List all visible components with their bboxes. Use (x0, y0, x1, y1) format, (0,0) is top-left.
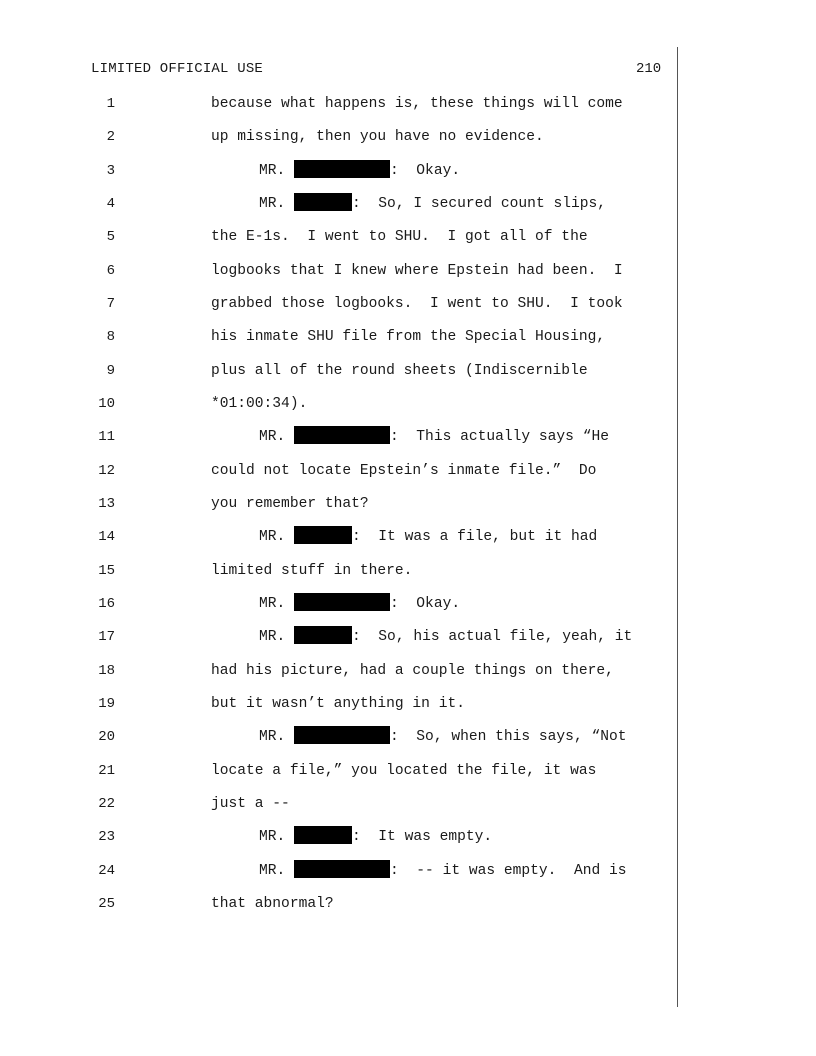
line-number: 10 (98, 396, 115, 412)
transcript-line (0, 560, 816, 582)
transcript-line (0, 660, 816, 682)
transcript-line (0, 760, 816, 782)
transcript-line (0, 393, 816, 415)
speaker-prefix: MR. (259, 729, 295, 745)
speech-text: : So, when this says, “Not (390, 729, 627, 745)
transcript-line (0, 260, 816, 282)
line-number: 11 (98, 429, 115, 445)
transcript-line (0, 860, 816, 882)
transcript-line (0, 626, 816, 648)
redaction-bar (294, 426, 390, 444)
transcript-line (0, 360, 816, 382)
line-text (259, 526, 597, 548)
line-number: 19 (98, 696, 115, 712)
line-text: limited stuff in there. (211, 563, 413, 579)
transcript-line (0, 493, 816, 515)
line-text (259, 726, 627, 748)
line-text (259, 426, 609, 448)
line-text: just a -- (211, 796, 290, 812)
speech-text: : -- it was empty. And is (390, 863, 627, 879)
speech-text: : So, his actual file, yeah, it (352, 629, 633, 645)
speech-text: : It was empty. (352, 829, 493, 845)
line-text: *01:00:34). (211, 396, 308, 412)
speaker-prefix: MR. (259, 429, 295, 445)
line-number: 3 (106, 163, 115, 179)
line-text: his inmate SHU file from the Special Housing, (211, 329, 606, 345)
page-header-left: LIMITED OFFICIAL USE (91, 61, 264, 77)
line-text: could not locate Epstein’s inmate file.” Do (211, 463, 597, 479)
line-text: but it wasn’t anything in it. (211, 696, 465, 712)
line-number: 1 (106, 96, 115, 112)
speaker-prefix: MR. (259, 629, 295, 645)
line-text: had his picture, had a couple things on there, (211, 663, 614, 679)
line-number: 18 (98, 663, 115, 679)
line-number: 16 (98, 596, 115, 612)
redaction-bar (294, 826, 352, 844)
line-number: 25 (98, 896, 115, 912)
line-number: 20 (98, 729, 115, 745)
redaction-bar (294, 860, 390, 878)
line-number: 24 (98, 863, 115, 879)
redaction-bar (294, 526, 352, 544)
line-number: 5 (106, 229, 115, 245)
line-text: you remember that? (211, 496, 369, 512)
redaction-bar (294, 160, 390, 178)
speaker-prefix: MR. (259, 863, 295, 879)
line-number: 2 (106, 129, 115, 145)
line-number: 4 (106, 196, 115, 212)
line-text: grabbed those logbooks. I went to SHU. I took (211, 296, 623, 312)
transcript-line (0, 826, 816, 848)
line-number: 15 (98, 563, 115, 579)
line-text: up missing, then you have no evidence. (211, 129, 544, 145)
speaker-prefix: MR. (259, 163, 295, 179)
line-number: 22 (98, 796, 115, 812)
line-text (259, 160, 460, 182)
transcript-line (0, 193, 816, 215)
line-text (259, 593, 460, 615)
transcript-line (0, 326, 816, 348)
speaker-prefix: MR. (259, 596, 295, 612)
speech-text: : So, I secured count slips, (352, 196, 607, 212)
transcript-line (0, 726, 816, 748)
line-number: 21 (98, 763, 115, 779)
transcript-line (0, 526, 816, 548)
speech-text: : This actually says “He (390, 429, 609, 445)
line-number: 12 (98, 463, 115, 479)
line-number: 6 (106, 263, 115, 279)
speaker-prefix: MR. (259, 196, 295, 212)
speaker-prefix: MR. (259, 829, 295, 845)
speech-text: : Okay. (390, 163, 461, 179)
transcript-line (0, 593, 816, 615)
speech-text: : It was a file, but it had (352, 529, 598, 545)
line-text (259, 626, 632, 648)
transcript-line (0, 160, 816, 182)
transcript-line (0, 293, 816, 315)
line-text: locate a file,” you located the file, it was (211, 763, 597, 779)
transcript-line (0, 793, 816, 815)
speaker-prefix: MR. (259, 529, 295, 545)
page-number: 210 (636, 61, 662, 77)
transcript-line (0, 460, 816, 482)
line-text: because what happens is, these things will come (211, 96, 623, 112)
speech-text: : Okay. (390, 596, 461, 612)
line-number: 13 (98, 496, 115, 512)
line-text (259, 193, 606, 215)
redaction-bar (294, 726, 390, 744)
redaction-bar (294, 193, 352, 211)
transcript-line (0, 126, 816, 148)
line-number: 17 (98, 629, 115, 645)
line-text (259, 860, 627, 882)
line-number: 8 (106, 329, 115, 345)
line-number: 14 (98, 529, 115, 545)
transcript-line (0, 226, 816, 248)
transcript-line (0, 426, 816, 448)
transcript-line (0, 693, 816, 715)
line-text: logbooks that I knew where Epstein had been. I (211, 263, 623, 279)
transcript-line (0, 93, 816, 115)
line-text (259, 826, 492, 848)
line-number: 23 (98, 829, 115, 845)
redaction-bar (294, 593, 390, 611)
line-number: 9 (106, 363, 115, 379)
line-text: the E-1s. I went to SHU. I got all of the (211, 229, 588, 245)
redaction-bar (294, 626, 352, 644)
line-text: plus all of the round sheets (Indiscernible (211, 363, 588, 379)
line-text: that abnormal? (211, 896, 334, 912)
line-number: 7 (106, 296, 115, 312)
transcript-line (0, 893, 816, 915)
